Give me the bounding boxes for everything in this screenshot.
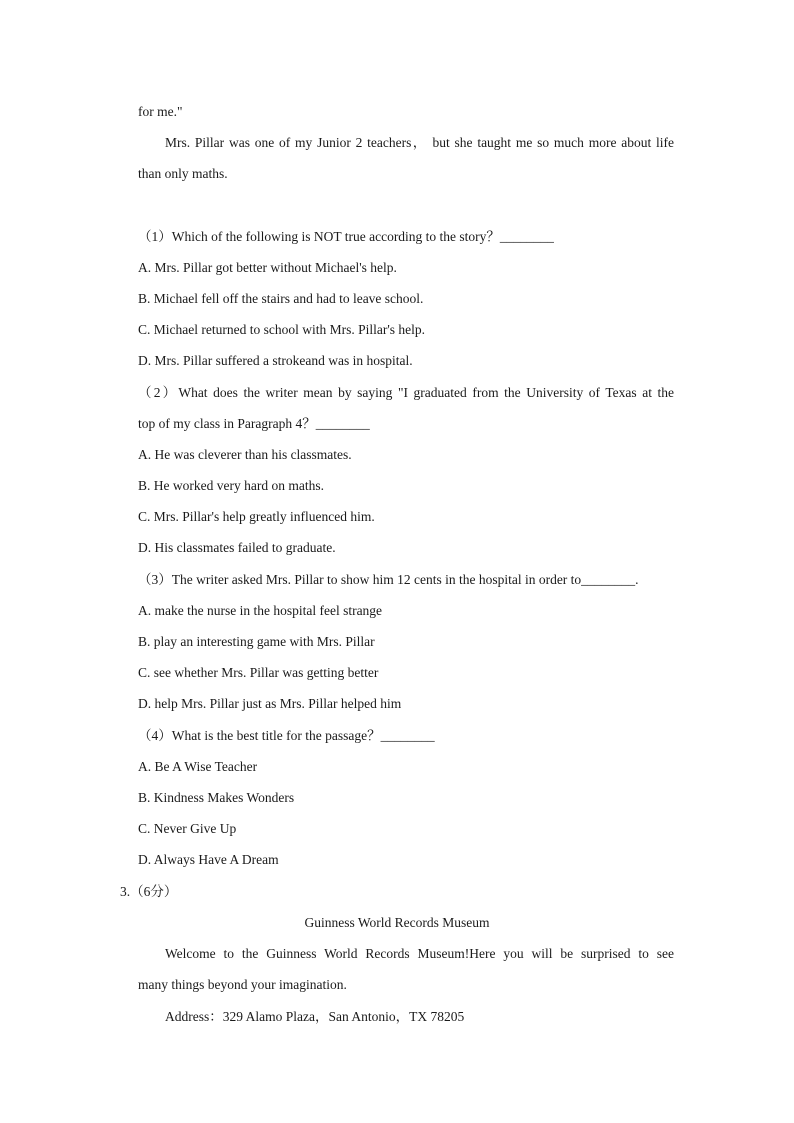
section-3-intro-line1: Welcome to the Guinness World Records Museum!Here you will be surprised to see <box>165 946 674 961</box>
section-3-intro-line2: many things beyond your imagination. <box>138 977 347 992</box>
question-1-option-a: A. Mrs. Pillar got better without Michael's help. <box>138 260 397 275</box>
passage-closing-line: for me." <box>138 104 183 119</box>
question-3-option-b: B. play an interesting game with Mrs. Pillar <box>138 634 375 649</box>
section-3-address: Address：329 Alamo Plaza，San Antonio，TX 78205 <box>165 1009 465 1024</box>
question-2-option-a: A. He was cleverer than his classmates. <box>138 447 352 462</box>
question-3-option-d: D. help Mrs. Pillar just as Mrs. Pillar helped him <box>138 696 402 711</box>
section-3-number: 3.（6分） <box>120 884 178 899</box>
question-2-option-d: D. His classmates failed to graduate. <box>138 540 336 555</box>
question-1-option-b: B. Michael fell off the stairs and had to leave school. <box>138 291 424 306</box>
question-4-option-d: D. Always Have A Dream <box>138 852 279 867</box>
question-4-option-a: A. Be A Wise Teacher <box>138 759 258 774</box>
question-2-stem-line1: （2）What does the writer mean by saying "I graduated from the University of Texas at the <box>138 385 674 400</box>
question-1-stem: （1）Which of the following is NOT true according to the story？________ <box>138 229 554 244</box>
question-2-option-c: C. Mrs. Pillar's help greatly influenced him. <box>138 509 375 524</box>
question-2-option-b: B. He worked very hard on maths. <box>138 478 324 493</box>
section-3-title: Guinness World Records Museum <box>304 915 490 930</box>
question-3-option-a: A. make the nurse in the hospital feel strange <box>138 603 383 618</box>
question-3-option-c: C. see whether Mrs. Pillar was getting better <box>138 665 379 680</box>
question-4-option-c: C. Never Give Up <box>138 821 237 836</box>
question-1-option-c: C. Michael returned to school with Mrs. Pillar's help. <box>138 322 426 337</box>
passage-final-paragraph-line2: than only maths. <box>138 166 228 181</box>
question-3-stem: （3）The writer asked Mrs. Pillar to show him 12 cents in the hospital in order to________. <box>138 572 639 587</box>
question-2-stem-line2: top of my class in Paragraph 4？________ <box>138 416 370 431</box>
question-1-option-d: D. Mrs. Pillar suffered a strokeand was in hospital. <box>138 353 413 368</box>
question-4-stem: （4）What is the best title for the passage？________ <box>138 728 435 743</box>
passage-final-paragraph-line1: Mrs. Pillar was one of my Junior 2 teachers， but she taught me so much more about life <box>165 135 674 150</box>
question-4-option-b: B. Kindness Makes Wonders <box>138 790 295 805</box>
